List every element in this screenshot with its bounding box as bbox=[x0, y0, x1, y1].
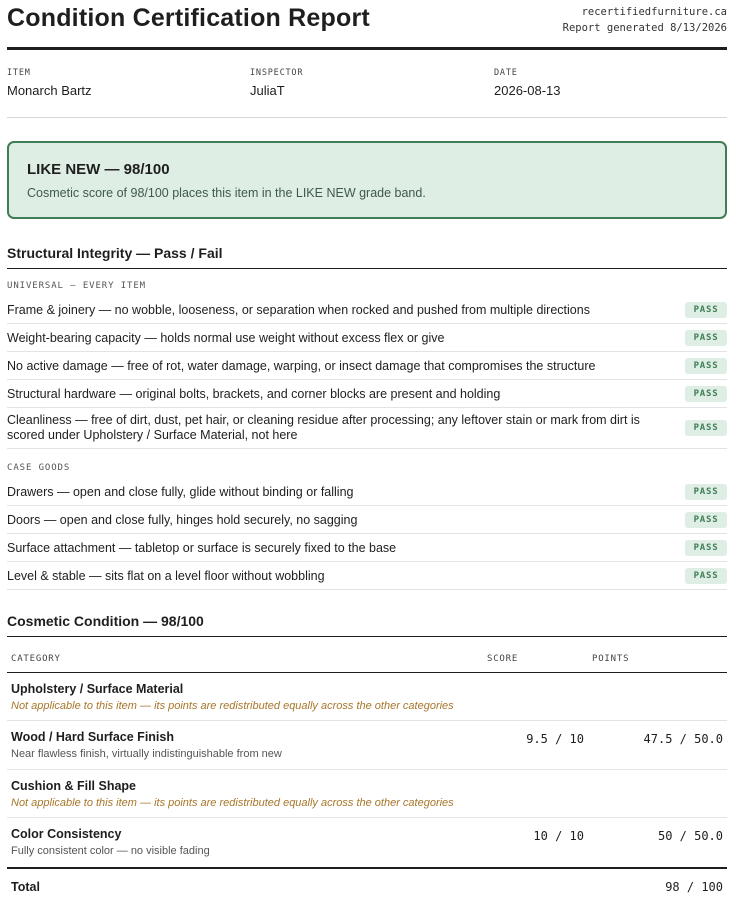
pass-badge: PASS bbox=[685, 540, 727, 556]
grade-description: Cosmetic score of 98/100 places this item in the LIKE NEW grade band. bbox=[27, 186, 426, 200]
group-label-case-goods: CASE GOODS bbox=[7, 463, 71, 473]
category-points: 47.5 / 50.0 bbox=[643, 732, 723, 746]
category-note: Not applicable to this item — its points are redistributed equally across the other categories bbox=[11, 797, 454, 809]
meta-date bbox=[494, 68, 561, 98]
criterion-row bbox=[7, 324, 727, 352]
report-meta bbox=[7, 68, 727, 118]
category-score: 10 / 10 bbox=[533, 829, 584, 843]
category-points: 50 / 50.0 bbox=[657, 829, 723, 843]
category-name: Color Consistency bbox=[11, 827, 122, 841]
total-row bbox=[7, 867, 727, 900]
table-row bbox=[7, 770, 727, 818]
pass-badge: PASS bbox=[685, 302, 727, 318]
pass-badge: PASS bbox=[685, 330, 727, 346]
report-title: Condition Certification Report bbox=[7, 4, 370, 32]
criterion-text: Structural hardware — original bolts, brackets, and corner blocks are present and holding bbox=[7, 387, 501, 401]
criterion-text: Frame & joinery — no wobble, looseness, or separation when rocked and pushed from multiple directions bbox=[7, 303, 590, 317]
category-note: Near flawless finish, virtually indistinguishable from new bbox=[11, 748, 282, 760]
criterion-text: Level & stable — sits flat on a level floor without wobbling bbox=[7, 569, 325, 583]
grade-title: LIKE NEW — 98/100 bbox=[27, 161, 170, 178]
criterion-row bbox=[7, 506, 727, 534]
criterion-text: Drawers — open and close fully, glide without binding or falling bbox=[7, 485, 354, 499]
structural-heading: Structural Integrity — Pass / Fail bbox=[7, 245, 727, 269]
pass-badge: PASS bbox=[685, 484, 727, 500]
category-name: Cushion & Fill Shape bbox=[11, 779, 137, 793]
criterion-row bbox=[7, 296, 727, 324]
criterion-text: No active damage — free of rot, water damage, warping, or insect damage that compromises the structure bbox=[7, 359, 596, 373]
grade-banner bbox=[7, 141, 727, 219]
category-name: Wood / Hard Surface Finish bbox=[11, 730, 174, 744]
criterion-text: Surface attachment — tabletop or surface is securely fixed to the base bbox=[7, 541, 397, 555]
category-score: 9.5 / 10 bbox=[526, 732, 584, 746]
criterion-row bbox=[7, 478, 727, 506]
meta-item bbox=[7, 68, 92, 98]
group-label-universal: UNIVERSAL — EVERY ITEM bbox=[7, 281, 147, 291]
criterion-row bbox=[7, 352, 727, 380]
total-value: 98 / 100 bbox=[665, 880, 723, 894]
report-source bbox=[563, 4, 727, 36]
pass-badge: PASS bbox=[685, 568, 727, 584]
meta-item-label: ITEM bbox=[7, 68, 31, 78]
meta-date-label: DATE bbox=[494, 68, 518, 78]
report-page bbox=[7, 0, 727, 900]
table-row bbox=[7, 673, 727, 721]
meta-inspector-value: JuliaT bbox=[250, 83, 285, 98]
criterion-text: Doors — open and close fully, hinges hold securely, no sagging bbox=[7, 513, 358, 527]
column-header-points: POINTS bbox=[592, 654, 630, 664]
criterion-row bbox=[7, 562, 727, 590]
generated-date: Report generated 8/13/2026 bbox=[562, 22, 727, 34]
criterion-row bbox=[7, 380, 727, 408]
pass-badge: PASS bbox=[685, 512, 727, 528]
table-row bbox=[7, 818, 727, 867]
meta-item-value: Monarch Bartz bbox=[7, 83, 92, 98]
category-note: Not applicable to this item — its points are redistributed equally across the other categories bbox=[11, 700, 454, 712]
total-label: Total bbox=[11, 880, 40, 894]
pass-badge: PASS bbox=[685, 420, 727, 436]
criterion-text: Weight-bearing capacity — holds normal use weight without excess flex or give bbox=[7, 331, 445, 345]
category-note: Fully consistent color — no visible fading bbox=[11, 845, 210, 857]
meta-inspector-label: INSPECTOR bbox=[250, 68, 304, 78]
site-name: recertifiedfurniture.ca bbox=[581, 6, 727, 18]
criterion-text: Cleanliness — free of dirt, dust, pet hair, or cleaning residue after processing; any leftover stain or mark from dirt is scored under Upholstery / Surface Material, not here bbox=[7, 413, 640, 442]
column-header-category: CATEGORY bbox=[11, 654, 61, 664]
cosmetic-table-header bbox=[7, 637, 727, 673]
pass-badge: PASS bbox=[685, 386, 727, 402]
column-header-score: SCORE bbox=[487, 654, 519, 664]
cosmetic-heading: Cosmetic Condition — 98/100 bbox=[7, 613, 727, 637]
pass-badge: PASS bbox=[685, 358, 727, 374]
criterion-row bbox=[7, 408, 727, 449]
report-header bbox=[7, 0, 727, 50]
criterion-row bbox=[7, 534, 727, 562]
meta-date-value: 2026-08-13 bbox=[494, 83, 561, 98]
table-row bbox=[7, 721, 727, 770]
category-name: Upholstery / Surface Material bbox=[11, 682, 184, 696]
meta-inspector bbox=[250, 68, 303, 98]
